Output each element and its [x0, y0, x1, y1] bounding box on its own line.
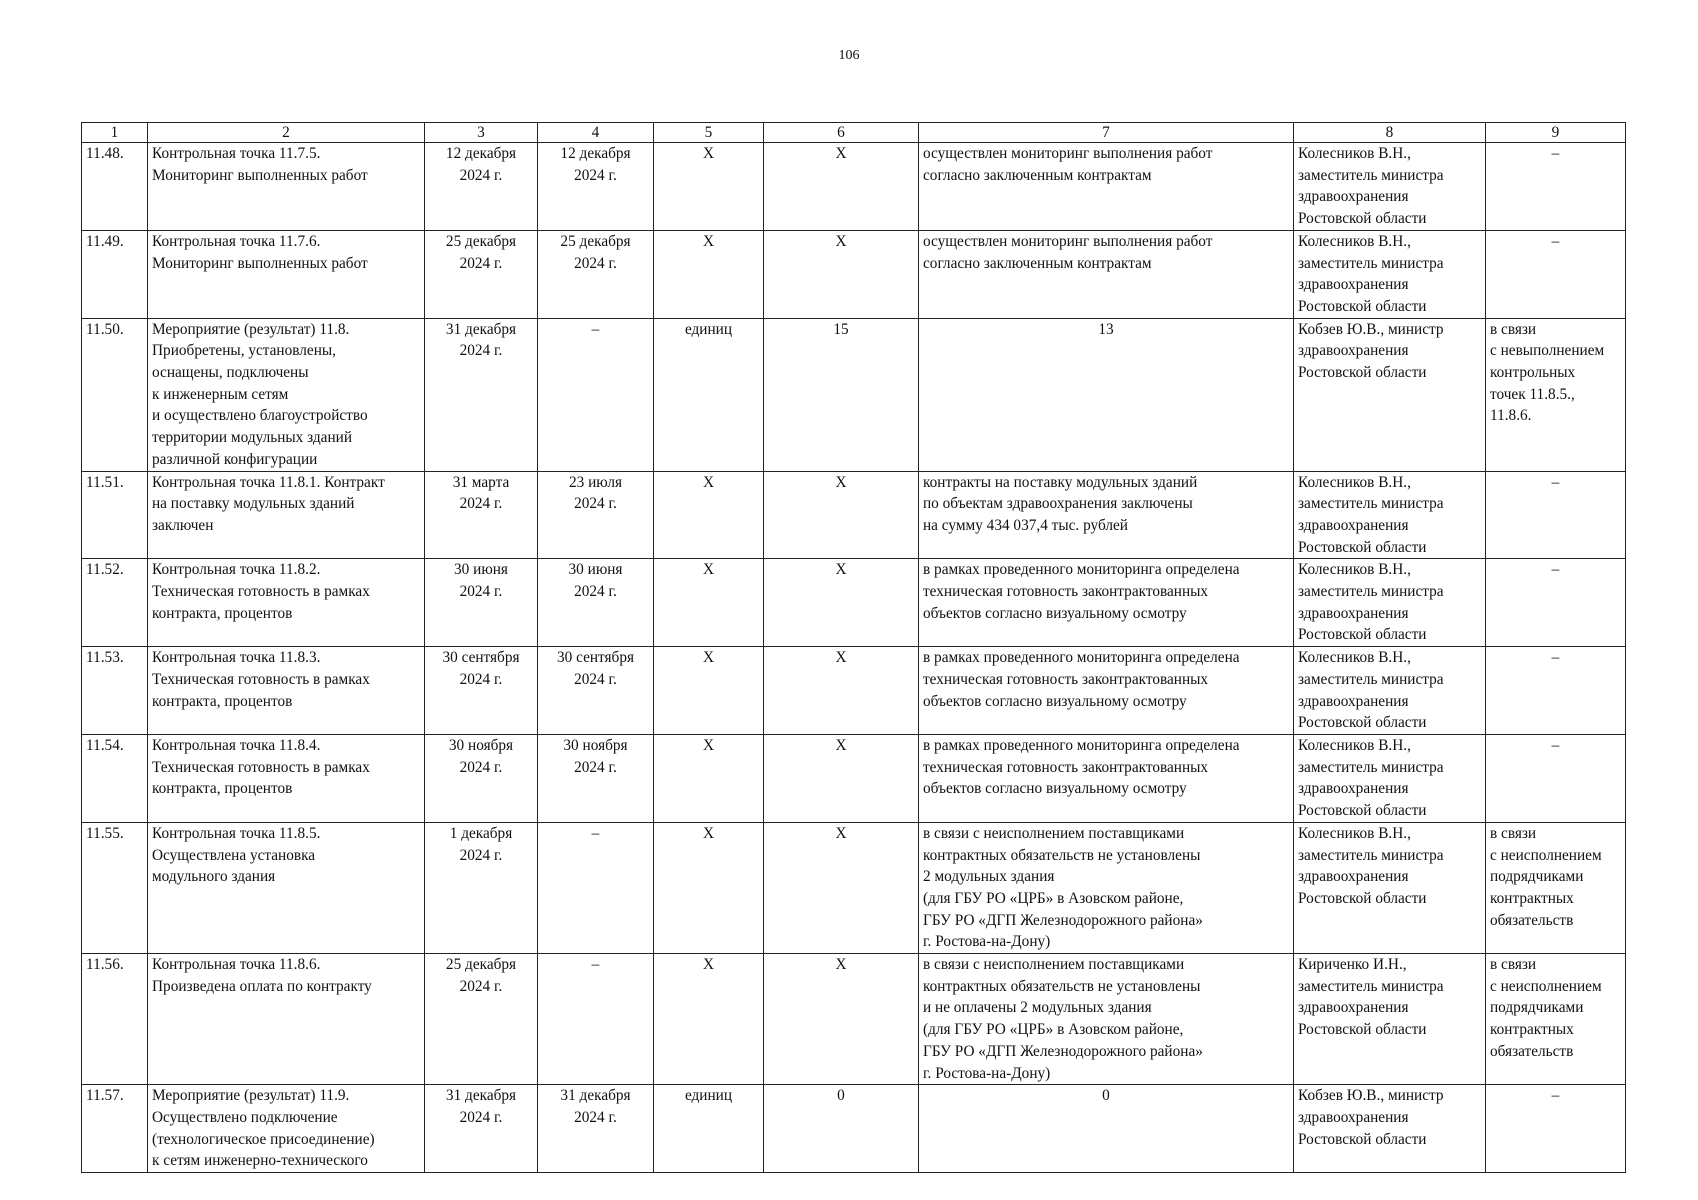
row-date-plan: 12 декабря 2024 г. — [425, 143, 538, 231]
row-unit: Х — [654, 822, 764, 953]
row-reason: – — [1486, 230, 1626, 318]
row-date-plan: 31 декабря 2024 г. — [425, 1085, 538, 1173]
column-header: 8 — [1294, 123, 1486, 143]
table-row — [82, 647, 1626, 735]
row-reason: – — [1486, 734, 1626, 822]
row-fact-value: 13 — [919, 318, 1294, 471]
row-name: Контрольная точка 11.7.5. Мониторинг выполненных работ — [148, 143, 425, 231]
row-plan-value: Х — [764, 954, 919, 1085]
row-number: 11.51. — [82, 471, 148, 559]
row-number: 11.52. — [82, 559, 148, 647]
table-row — [82, 143, 1626, 231]
header-row — [82, 123, 1626, 143]
row-date-fact: – — [538, 954, 654, 1085]
row-fact-value: осуществлен мониторинг выполнения работ согласно заключенным контрактам — [919, 143, 1294, 231]
row-number: 11.50. — [82, 318, 148, 471]
row-unit: единиц — [654, 1085, 764, 1173]
row-unit: Х — [654, 471, 764, 559]
row-plan-value: Х — [764, 143, 919, 231]
row-responsible: Колесников В.Н., заместитель министра здравоохранения Ростовской области — [1294, 471, 1486, 559]
page-number: 106 — [838, 48, 860, 63]
row-responsible: Колесников В.Н., заместитель министра здравоохранения Ростовской области — [1294, 647, 1486, 735]
row-responsible: Кобзев Ю.В., министр здравоохранения Ростовской области — [1294, 318, 1486, 471]
row-unit: Х — [654, 230, 764, 318]
row-fact-value: в связи с неисполнением поставщиками контрактных обязательств не установлены и не оплачены 2 модульных здания (для ГБУ РО «ЦРБ» в Азовском районе, ГБУ РО «ДГП Железнодорожного района» г. Ростова-на-Дону) — [919, 954, 1294, 1085]
row-date-fact: 30 ноября 2024 г. — [538, 734, 654, 822]
row-name: Контрольная точка 11.8.3. Техническая готовность в рамках контракта, процентов — [148, 647, 425, 735]
row-date-plan: 30 сентября 2024 г. — [425, 647, 538, 735]
row-unit: Х — [654, 559, 764, 647]
row-responsible: Колесников В.Н., заместитель министра здравоохранения Ростовской области — [1294, 143, 1486, 231]
row-reason: в связи с невыполнением контрольных точек 11.8.5., 11.8.6. — [1486, 318, 1626, 471]
row-plan-value: Х — [764, 559, 919, 647]
row-name: Контрольная точка 11.8.6. Произведена оплата по контракту — [148, 954, 425, 1085]
row-number: 11.55. — [82, 822, 148, 953]
row-date-fact: 31 декабря 2024 г. — [538, 1085, 654, 1173]
column-header: 7 — [919, 123, 1294, 143]
row-plan-value: Х — [764, 230, 919, 318]
row-date-plan: 31 марта 2024 г. — [425, 471, 538, 559]
row-unit: Х — [654, 734, 764, 822]
row-unit: Х — [654, 143, 764, 231]
table-row — [82, 734, 1626, 822]
row-responsible: Кириченко И.Н., заместитель министра здравоохранения Ростовской области — [1294, 954, 1486, 1085]
row-date-plan: 1 декабря 2024 г. — [425, 822, 538, 953]
row-responsible: Кобзев Ю.В., министр здравоохранения Ростовской области — [1294, 1085, 1486, 1173]
row-date-fact: – — [538, 822, 654, 953]
row-name: Контрольная точка 11.7.6. Мониторинг выполненных работ — [148, 230, 425, 318]
row-name: Мероприятие (результат) 11.9. Осуществлено подключение (технологическое присоединение) к сетям инженерно-технического — [148, 1085, 425, 1173]
row-plan-value: Х — [764, 471, 919, 559]
row-unit: Х — [654, 954, 764, 1085]
column-header: 4 — [538, 123, 654, 143]
row-responsible: Колесников В.Н., заместитель министра здравоохранения Ростовской области — [1294, 822, 1486, 953]
row-date-fact: 30 июня 2024 г. — [538, 559, 654, 647]
row-fact-value: 0 — [919, 1085, 1294, 1173]
row-plan-value: Х — [764, 822, 919, 953]
row-unit: единиц — [654, 318, 764, 471]
column-header: 6 — [764, 123, 919, 143]
row-date-fact: 12 декабря 2024 г. — [538, 143, 654, 231]
row-date-plan: 30 июня 2024 г. — [425, 559, 538, 647]
row-name: Мероприятие (результат) 11.8. Приобретены, установлены, оснащены, подключены к инженерным сетям и осуществлено благоустройство территории модульных зданий различной конфигурации — [148, 318, 425, 471]
column-header: 9 — [1486, 123, 1626, 143]
table-row — [82, 822, 1626, 953]
row-fact-value: в рамках проведенного мониторинга определена техническая готовность законтрактованных объектов согласно визуальному осмотру — [919, 559, 1294, 647]
column-header: 2 — [148, 123, 425, 143]
row-fact-value: в рамках проведенного мониторинга определена техническая готовность законтрактованных объектов согласно визуальному осмотру — [919, 734, 1294, 822]
row-name: Контрольная точка 11.8.1. Контракт на поставку модульных зданий заключен — [148, 471, 425, 559]
row-number: 11.57. — [82, 1085, 148, 1173]
row-number: 11.48. — [82, 143, 148, 231]
row-number: 11.49. — [82, 230, 148, 318]
row-unit: Х — [654, 647, 764, 735]
row-fact-value: в рамках проведенного мониторинга определена техническая готовность законтрактованных объектов согласно визуальному осмотру — [919, 647, 1294, 735]
row-plan-value: Х — [764, 734, 919, 822]
row-date-plan: 30 ноября 2024 г. — [425, 734, 538, 822]
row-responsible: Колесников В.Н., заместитель министра здравоохранения Ростовской области — [1294, 230, 1486, 318]
row-responsible: Колесников В.Н., заместитель министра здравоохранения Ростовской области — [1294, 734, 1486, 822]
table-row — [82, 230, 1626, 318]
row-reason: в связи с неисполнением подрядчиками контрактных обязательств — [1486, 822, 1626, 953]
row-reason: – — [1486, 143, 1626, 231]
row-reason: в связи с неисполнением подрядчиками контрактных обязательств — [1486, 954, 1626, 1085]
row-date-fact: 30 сентября 2024 г. — [538, 647, 654, 735]
row-responsible: Колесников В.Н., заместитель министра здравоохранения Ростовской области — [1294, 559, 1486, 647]
row-date-fact: 23 июля 2024 г. — [538, 471, 654, 559]
row-number: 11.54. — [82, 734, 148, 822]
column-header: 1 — [82, 123, 148, 143]
report-table — [81, 122, 1626, 1173]
table-row — [82, 559, 1626, 647]
row-number: 11.56. — [82, 954, 148, 1085]
row-reason: – — [1486, 559, 1626, 647]
row-plan-value: Х — [764, 647, 919, 735]
column-header: 5 — [654, 123, 764, 143]
row-date-fact: 25 декабря 2024 г. — [538, 230, 654, 318]
column-header: 3 — [425, 123, 538, 143]
row-fact-value: контракты на поставку модульных зданий по объектам здравоохранения заключены на сумму 434 037,4 тыс. рублей — [919, 471, 1294, 559]
row-reason: – — [1486, 471, 1626, 559]
row-fact-value: осуществлен мониторинг выполнения работ согласно заключенным контрактам — [919, 230, 1294, 318]
row-fact-value: в связи с неисполнением поставщиками контрактных обязательств не установлены 2 модульных здания (для ГБУ РО «ЦРБ» в Азовском районе, ГБУ РО «ДГП Железнодорожного района» г. Ростова-на-Дону) — [919, 822, 1294, 953]
table-row — [82, 471, 1626, 559]
row-date-plan: 25 декабря 2024 г. — [425, 230, 538, 318]
row-number: 11.53. — [82, 647, 148, 735]
row-name: Контрольная точка 11.8.2. Техническая готовность в рамках контракта, процентов — [148, 559, 425, 647]
table-row — [82, 954, 1626, 1085]
table-row — [82, 1085, 1626, 1173]
row-date-plan: 31 декабря 2024 г. — [425, 318, 538, 471]
row-reason: – — [1486, 647, 1626, 735]
row-date-fact: – — [538, 318, 654, 471]
row-name: Контрольная точка 11.8.5. Осуществлена установка модульного здания — [148, 822, 425, 953]
row-plan-value: 15 — [764, 318, 919, 471]
row-date-plan: 25 декабря 2024 г. — [425, 954, 538, 1085]
row-name: Контрольная точка 11.8.4. Техническая готовность в рамках контракта, процентов — [148, 734, 425, 822]
row-reason: – — [1486, 1085, 1626, 1173]
table-row — [82, 318, 1626, 471]
row-plan-value: 0 — [764, 1085, 919, 1173]
